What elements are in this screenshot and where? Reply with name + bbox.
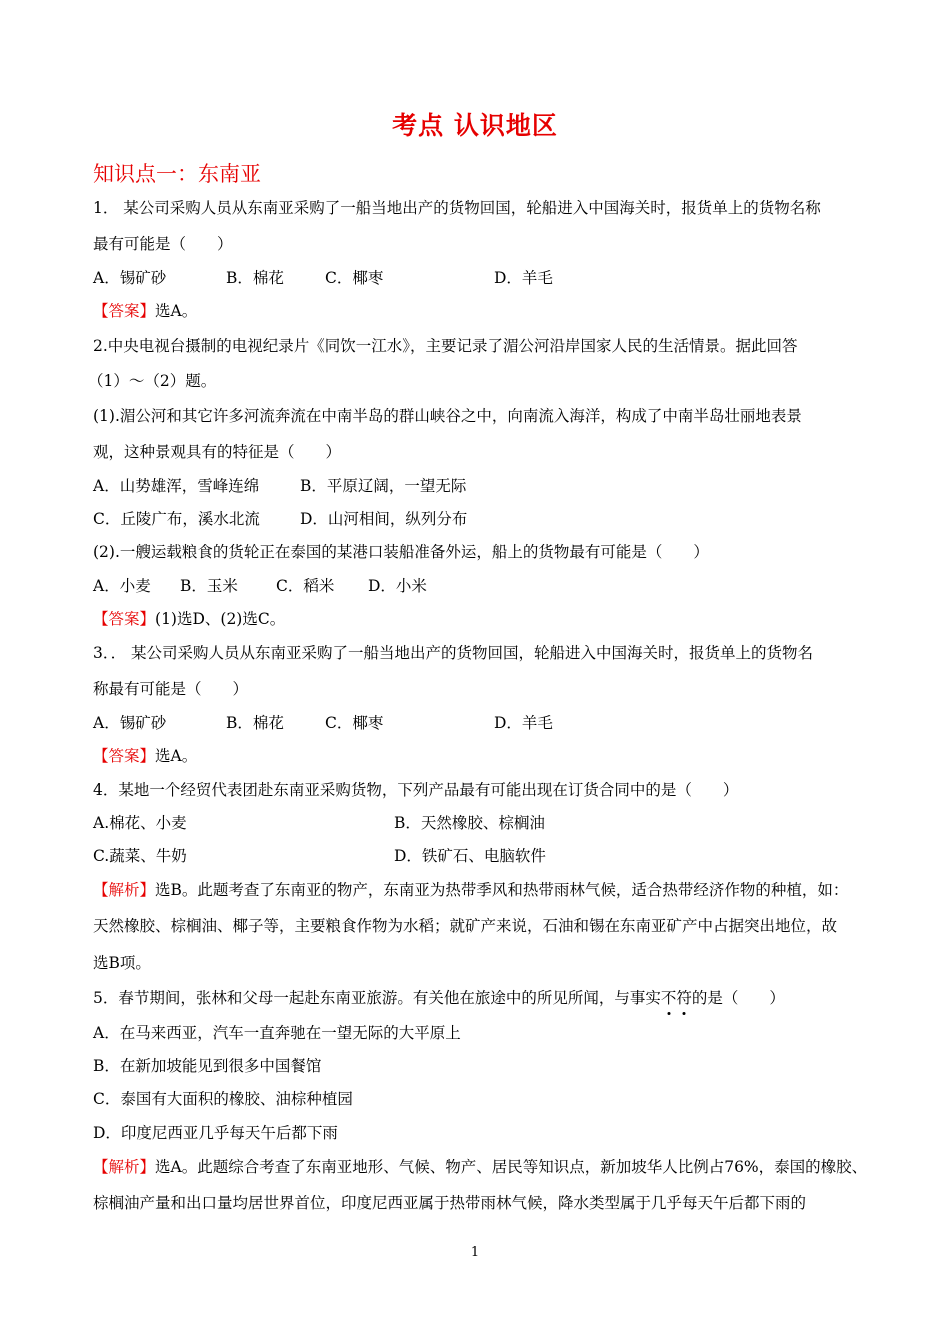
q5-option-d: D．印度尼西亚几乎每天午后都下雨: [93, 1124, 338, 1142]
q5-stem-line1: [93, 987, 785, 1009]
q3-option-d: D．羊毛: [494, 714, 553, 732]
q5-option-c: C．泰国有大面积的橡胶、油棕种植园: [93, 1090, 353, 1108]
q2-sub1-option-d: D．山河相间，纵列分布: [300, 510, 468, 528]
answer-text: (1)选D、(2)选C。: [155, 610, 286, 628]
q3-option-b: B．棉花: [226, 714, 284, 732]
section-heading: 知识点一：东南亚: [93, 162, 261, 186]
answer-text: 选A。: [155, 747, 198, 765]
q1-option-b: B．棉花: [226, 269, 284, 287]
q5-option-a: A．在马来西亚，汽车一直奔驰在一望无际的大平原上: [93, 1024, 461, 1042]
page-number: 1: [470, 1245, 480, 1260]
q1-option-d: D．羊毛: [494, 269, 553, 287]
q2-sub1-option-a: A．山势雄浑，雪峰连绵: [93, 477, 260, 495]
answer-tag: 【答案】: [93, 747, 156, 765]
q1-stem-line2: 最有可能是（ ）: [93, 235, 233, 253]
q4-option-d: D．铁矿石、电脑软件: [394, 847, 546, 865]
analysis-text: 选A。此题综合考查了东南亚地形、气候、物产、居民等知识点，新加坡华人比例占76%，泰国的橡胶、: [155, 1158, 868, 1176]
q1-answer: [93, 300, 197, 322]
q2-stem-line1: 2.中央电视台摄制的电视纪录片《同饮一江水》，主要记录了湄公河沿岸国家人民的生活情景。据此回答: [93, 337, 798, 355]
q2-sub1-line2: 观，这种景观具有的特征是（ ）: [93, 443, 342, 461]
q3-stem-line2: 称最有可能是（ ）: [93, 680, 249, 698]
q2-sub2-line1: (2).一艘运载粮食的货轮正在泰国的某港口装船准备外运，船上的货物最有可能是（ ）: [93, 543, 709, 561]
emphasis-char-1: 不: [660, 989, 677, 1007]
q2-sub1-line1: (1).湄公河和其它许多河流奔流在中南半岛的群山峡谷之中，向南流入海洋，构成了中南半岛壮丽地表景: [93, 407, 802, 425]
q3-option-c: C．椰枣: [325, 714, 384, 732]
q5-stem-text-b: 的是（ ）: [691, 989, 785, 1007]
q2-sub1-option-c: C．丘陵广布，溪水北流: [93, 510, 260, 528]
q2-stem-line2: （1）～（2）题。: [88, 372, 217, 390]
q2-sub1-option-b: B．平原辽阔，一望无际: [300, 477, 467, 495]
q2-sub2-option-d: D．小米: [368, 577, 427, 595]
analysis-text: 选B。此题考查了东南亚的物产，东南亚为热带季风和热带雨林气候，适合热带经济作物的种植，如：: [155, 881, 849, 899]
q1-stem-line1: 1． 某公司采购人员从东南亚采购了一船当地出产的货物回国，轮船进入中国海关时，报货单上的货物名称: [93, 199, 821, 217]
q2-answer: [93, 608, 285, 630]
page-title: 考点 认识地区: [392, 111, 558, 140]
q3-answer: [93, 745, 197, 767]
q4-option-c: C.蔬菜、牛奶: [93, 847, 187, 865]
q4-analysis-line2: 天然橡胶、棕榈油、椰子等，主要粮食作物为水稻；就矿产来说，石油和锡在东南亚矿产中占据突出地位，故: [93, 917, 838, 935]
q1-option-c: C．椰枣: [325, 269, 384, 287]
q5-stem-text-a: 5．春节期间，张林和父母一起赴东南亚旅游。有关他在旅途中的所见所闻，与事实: [93, 989, 661, 1007]
q2-sub2-option-b: B．玉米: [180, 577, 238, 595]
q4-analysis-line3: 选B项。: [93, 954, 151, 972]
q5-analysis-line2: 棕榈油产量和出口量均居世界首位，印度尼西亚属于热带雨林气候，降水类型属于几乎每天午后都下雨的: [93, 1194, 807, 1212]
q4-option-a: A.棉花、小麦: [93, 814, 187, 832]
q4-analysis-line1: [93, 879, 848, 901]
answer-text: 选A。: [155, 302, 198, 320]
analysis-tag: 【解析】: [93, 1158, 156, 1176]
q4-stem-line1: 4．某地一个经贸代表团赴东南亚采购货物，下列产品最有可能出现在订货合同中的是（ ）: [93, 781, 739, 799]
q5-option-b: B．在新加坡能见到很多中国餐馆: [93, 1057, 322, 1075]
answer-tag: 【答案】: [93, 302, 156, 320]
q1-option-a: A．锡矿砂: [93, 269, 167, 287]
q3-stem-line1: 3．． 某公司采购人员从东南亚采购了一船当地出产的货物回国，轮船进入中国海关时，报货单上的货物名: [93, 644, 814, 662]
q3-option-a: A．锡矿砂: [93, 714, 167, 732]
q2-sub2-option-a: A．小麦: [93, 577, 151, 595]
analysis-tag: 【解析】: [93, 881, 156, 899]
q5-analysis-line1: [93, 1156, 867, 1178]
answer-tag: 【答案】: [93, 610, 156, 628]
q4-option-b: B．天然橡胶、棕榈油: [394, 814, 545, 832]
q2-sub2-option-c: C．稻米: [276, 577, 335, 595]
emphasis-char-2: 符: [676, 989, 692, 1007]
